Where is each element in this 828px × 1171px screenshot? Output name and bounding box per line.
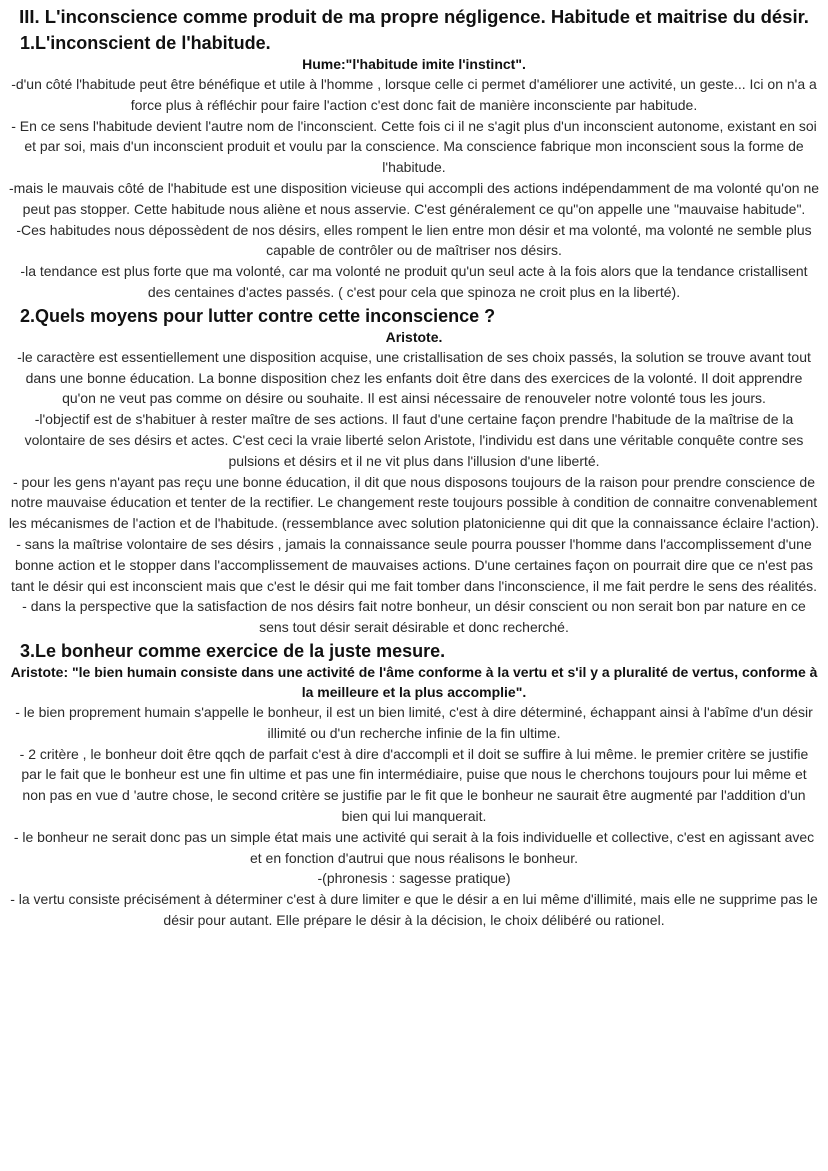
section-heading: 1.L'inconscient de l'habitude.: [20, 33, 271, 53]
section-author-quote: Hume:"l'habitude imite l'instinct".: [302, 56, 526, 72]
section-author-quote: Aristote: "le bien humain consiste dans une activité de l'âme conforme à la vertu et s'il y a pluralité de vertus, conforme à la meilleure et la plus accomplie".: [10, 663, 818, 700]
paragraph: - dans la perspective que la satisfaction de nos désirs fait notre bonheur, un désir conscient ou non serait bon par nature en ce sens tout désir serait désirable et donc recherché.: [22, 598, 806, 636]
paragraph: - la vertu consiste précisément à déterminer c'est à dure limiter e que le désir a en lui même d'illimité, mais elle ne supprime pas le désir pour autant. Elle prépare le désir à la décision, le choix délibéré ou rationel.: [10, 891, 818, 928]
paragraph: - 2 critère , le bonheur doit être qqch de parfait c'est à dire d'accompli et il doit se suffire à lui même. le premier critère se justifie par le fait que le bonheur est une fin ultime et pas une fin intermédiaire, puise que nous le cherchons toujours pour lui même et non pas en vue d 'autre chose, le second critère se justifie par le fit que le bonheur ne saurait être augmenté par l'addition d'un bien qui lui manquerait.: [19, 745, 809, 824]
paragraph: -l'objectif est de s'habituer à rester maître de ses actions. Il faut d'une certaine façon prendre l'habitude de la maîtrise de la volontaire de ses désirs et actes. C'est ceci la vraie liberté selon Aristote, l'individu est dans une véritable conquête contre ses pulsions et désirs et il ne vit plus dans l'illusion d'une liberté.: [24, 411, 804, 469]
paragraph: - sans la maîtrise volontaire de ses désirs , jamais la connaissance seule pourra pousser l'homme dans l'accomplissement d'une bonne action et le stopper dans l'accomplissement de mauvaises actions. D'une certaines façon on pourrait dire que ce n'est pas tant le désir qui est inconscient mais que c'est le désir qui me fait tomber dans l'inconscience, il me fait perdre le sens des réalités.: [10, 535, 818, 594]
section-author: Aristote.: [385, 328, 443, 345]
paragraph: -d'un côté l'habitude peut être bénéfique et utile à l'homme , lorsque celle ci permet d'améliorer une activité, un geste... Ici on n'a a force plus à réfléchir pour faire l'action c'est donc fait de manière inconsciente par habitude.: [11, 76, 817, 113]
paragraph: - le bien proprement humain s'appelle le bonheur, il est un bien limité, c'est à dire déterminé, échappant ainsi à l'abîme d'un désir illimité ou d'un recherche infinie de la fin ultime.: [15, 703, 813, 741]
paragraph: - le bonheur ne serait donc pas un simple état mais une activité qui serait à la fois individuelle et collective, c'est en agissant avec et en fonction d'autrui que nous réalisons le bonheur.: [13, 828, 815, 866]
paragraph: -(phronesis : sagesse pratique): [317, 870, 511, 887]
paragraph: - pour les gens n'ayant pas reçu une bonne éducation, il dit que nous disposons toujours de la raison pour prendre conscience de notre mauvaise éducation et tenter de la rectifier. Le changement reste toujours possible à condition de connaitre convenablement les mécanismes de l'action et de l'habitude. (ressemblance avec solution platonicienne qui dit que la connaissance éclaire l'action).: [8, 473, 820, 532]
paragraph: -le caractère est essentiellement une disposition acquise, une cristallisation de ses choix passés, la solution se trouve avant tout dans une bonne éducation. La bonne disposition chez les enfants doit être dans des exercices de la volonté. Il doit apprendre qu'on ne veut pas comme on désire ou souhaite. Il est ainsi nécessaire de renouveler notre volonté tous les jours.: [17, 348, 811, 407]
section-3: [8, 640, 820, 931]
paragraph: -la tendance est plus forte que ma volonté, car ma volonté ne produit qu'un seul acte à la fois alors que la tendance cristallisent des centaines d'actes passés. ( c'est pour cela que spinoza ne croit plus en la liberté).: [20, 263, 808, 300]
paragraph: -mais le mauvais côté de l'habitude est une disposition vicieuse qui accompli des actions indépendamment de ma volonté qu'on ne peut pas stopper. Cette habitude nous aliène et nous asservie. C'est généralement ce qu"on appelle une "mauvaise habitude".: [8, 179, 820, 217]
section-2: [8, 305, 820, 638]
paragraph: -Ces habitudes nous dépossèdent de nos désirs, elles rompent le lien entre mon désir et ma volonté, ma volonté ne semble plus capable de contrôler ou de maîtriser nos désirs.: [16, 221, 812, 259]
section-heading: 2.Quels moyens pour lutter contre cette inconscience ?: [20, 305, 496, 326]
section-heading: 3.Le bonheur comme exercice de la juste mesure.: [20, 640, 446, 661]
paragraph: - En ce sens l'habitude devient l'autre nom de l'inconscient. Cette fois ci il ne s'agit plus d'un inconscient autonome, existant en soi et par soi, mais d'un inconscient produit et voulu par la conscience. Ma conscience fabrique mon inconscient sous la forme de l'habitude.: [11, 117, 817, 176]
document-title: III. L'inconscience comme produit de ma propre négligence. Habitude et maitrise du désir.: [19, 6, 809, 27]
section-1: [8, 32, 820, 303]
